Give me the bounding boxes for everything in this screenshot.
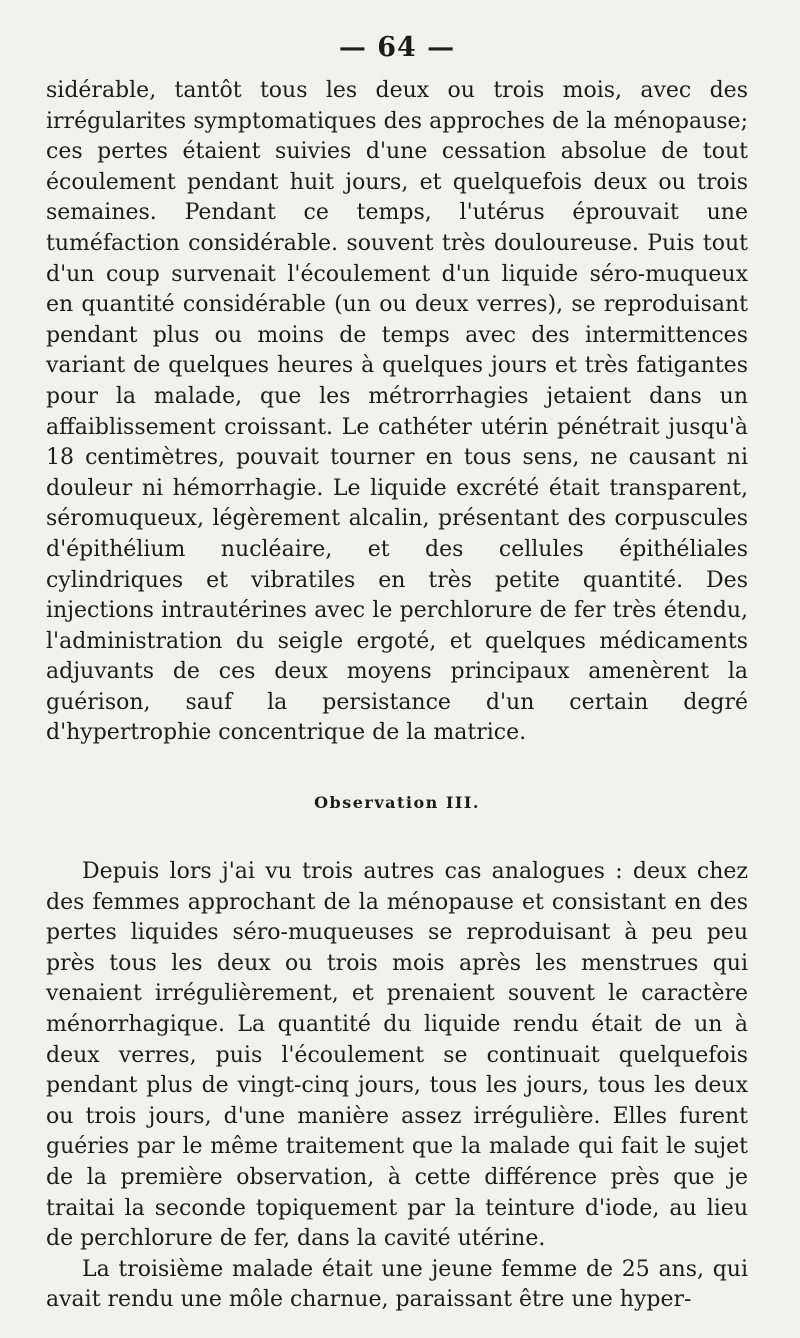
- observation-heading: Observation III.: [314, 793, 480, 813]
- paragraph-continued: sidérable, tantôt tous les deux ou trois mois, avec des irrégularites symptomatiques des approches de la ménopause; ces pertes étaient suivies d'une cessation absolue de tout écoulement pendant huit jours, et quelquefois deux ou trois semaines. Pendant ce temps, l'utérus éprouvait une tuméfaction considérable. souvent très douloureuse. Puis tout d'un coup survenait l'écoulement d'un liquide séro-muqueux en quantité considérable (un ou deux verres), se reproduisant pendant plus ou moins de temps avec des intermittences variant de quelques heures à quelques jours et très fatigantes pour la malade, que les métrorrhagies jetaient dans un affaiblissement croissant. Le cathéter utérin pénétrait jusqu'à 18 centimètres, pouvait tourner en tous sens, ne causant ni douleur ni hémorrhagie. Le liquide excrété était transparent, séromuqueux, légèrement alcalin, présentant des corpuscules d'épithélium nucléaire, et des cellules épithéliales cylindriques et vibratiles en très petite quantité. Des injections intrautérines avec le perchlorure de fer très étendu, l'administration du seigle ergoté, et quelques médicaments adjuvants de ces deux moyens principaux amenèrent la guérison, sauf la persistance d'un certain degré d'hypertrophie concentrique de la matrice.: [46, 78, 748, 746]
- paragraph-third-case: La troisième malade était une jeune femme de 25 ans, qui avait rendu une môle charnue, paraissant être une hyper-: [46, 1256, 748, 1313]
- paragraph-observation: Depuis lors j'ai vu trois autres cas analogues : deux chez des femmes approchant de la ménopause et consistant en des pertes liquides séro-muqueuses se reproduisant à peu peu près tous les deux ou trois mois après les menstrues qui venaient irrégulièrement, et prenaient souvent le caractère ménorrhagique. La quantité du liquide rendu était de un à deux verres, puis l'écoulement se continuait quelquefois pendant plus de vingt-cinq jours, tous les jours, tous les deux ou trois jours, d'une manière assez irrégulière. Elles furent guéries par le même traitement que la malade qui fait le sujet de la première observation, à cette différence près que je traitai la seconde topiquement par la teinture d'iode, au lieu de perchlorure de fer, dans la cavité utérine.: [46, 859, 748, 1252]
- page-number: — 64 —: [338, 32, 456, 63]
